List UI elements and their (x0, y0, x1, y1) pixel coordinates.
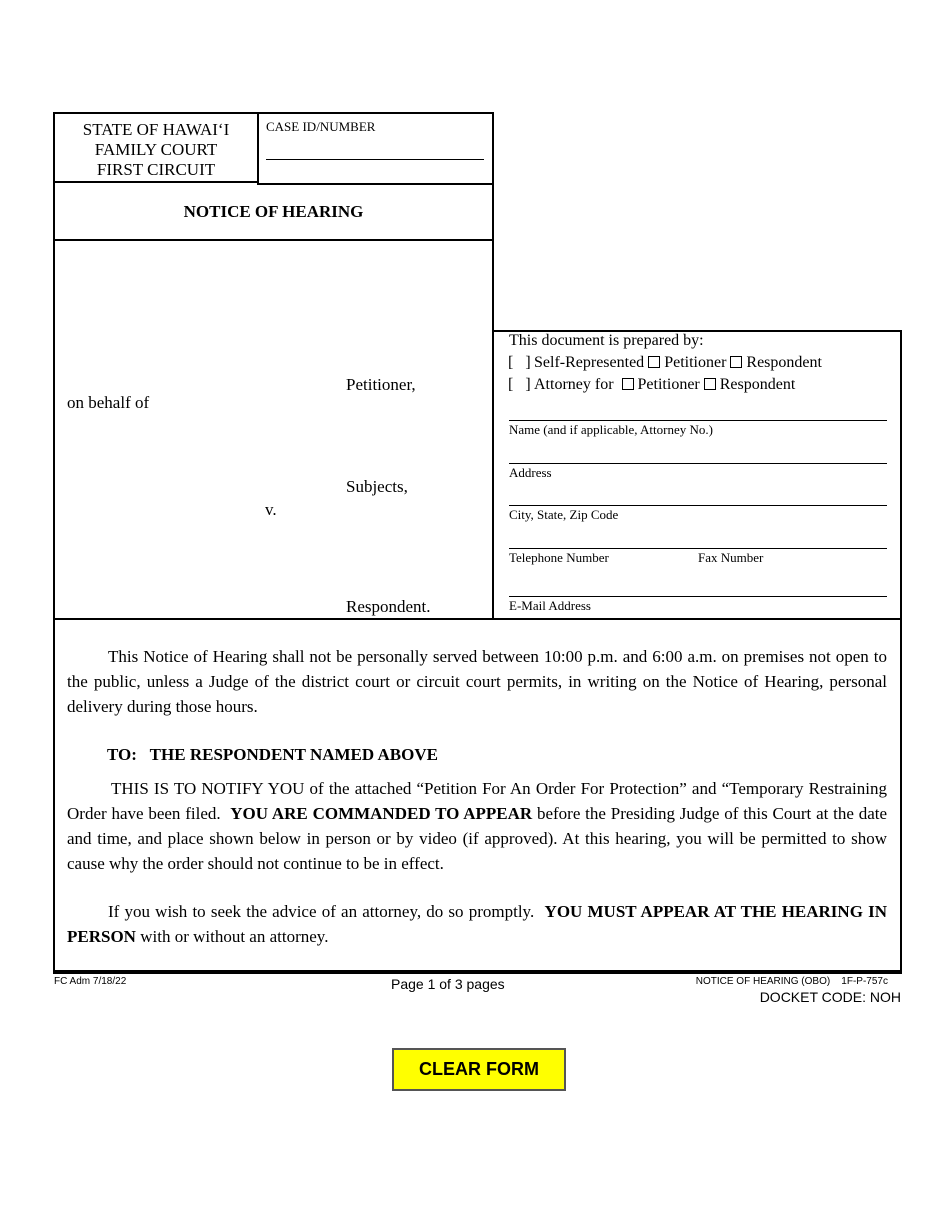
case-id-input[interactable] (266, 159, 484, 160)
court-type: FAMILY COURT (94, 140, 218, 159)
self-petitioner-checkbox[interactable] (648, 356, 660, 368)
notify-text-a: THIS IS TO NOTIFY YOU of the attached “Petition For An Order For Protection” and “Temporary Restraining Order have been filed. (67, 779, 887, 823)
document-title: NOTICE OF HEARING (53, 183, 494, 241)
notify-paragraph (67, 776, 887, 876)
address-field-line[interactable] (509, 463, 887, 464)
case-id-label: CASE ID/NUMBER (266, 119, 376, 134)
prepared-by-heading: This document is prepared by: (509, 332, 704, 349)
to-label: TO: (107, 745, 137, 764)
to-recipient: THE RESPONDENT NAMED ABOVE (149, 745, 438, 764)
form-id: FC Adm 7/18/22 (54, 976, 127, 987)
form-name: NOTICE OF HEARING (OBO) 1F-P-757c (695, 976, 888, 987)
petitioner-label: Petitioner, (346, 375, 416, 394)
self-represented-label: Self-Represented (534, 354, 645, 371)
name-field-line[interactable] (509, 420, 887, 421)
prepared-row-attorney (508, 374, 795, 396)
telephone-field-line[interactable] (509, 548, 887, 549)
attorney-bracket[interactable]: [ ] (508, 376, 531, 393)
attorney-petitioner-checkbox[interactable] (622, 378, 634, 390)
email-field-line[interactable] (509, 596, 887, 597)
address-field-label: Address (509, 465, 552, 480)
notify-command: YOU ARE COMMANDED TO APPEAR (230, 804, 533, 823)
fax-field-label: Fax Number (698, 550, 764, 565)
city-field-line[interactable] (509, 505, 887, 506)
self-represented-bracket[interactable]: [ ] (508, 354, 531, 371)
court-circuit: FIRST CIRCUIT (96, 160, 216, 179)
versus-label: v. (265, 500, 277, 519)
caption-left-border (53, 241, 55, 619)
self-respondent-label: Respondent (746, 354, 822, 371)
self-respondent-checkbox[interactable] (730, 356, 742, 368)
self-petitioner-label: Petitioner (664, 354, 727, 371)
page-number: Page 1 of 3 pages (391, 976, 505, 992)
on-behalf-of-label: on behalf of (67, 393, 150, 412)
advice-text-c: with or without an attorney. (140, 927, 329, 946)
attorney-advice-paragraph (67, 899, 887, 949)
city-field-label: City, State, Zip Code (509, 507, 619, 522)
prepared-row-self (508, 352, 822, 374)
attorney-petitioner-label: Petitioner (637, 376, 700, 393)
service-restriction-paragraph: This Notice of Hearing shall not be personally served between 10:00 p.m. and 6:00 a.m. on premises not open to the public, unless a Judge of the district court or circuit court permits, in writing on the Notice of Hearing, personal delivery during those hours. (67, 647, 887, 716)
notify-text-c: before the Presiding Judge of this Court at the date and time, and place shown below in person or by video (if approved). At this hearing, you will be permitted to show cause why the order should not continue to be in effect. (67, 804, 888, 873)
subjects-label: Subjects, (346, 477, 408, 496)
attorney-respondent-label: Respondent (719, 376, 796, 393)
court-name-block (53, 112, 257, 183)
case-id-block (257, 112, 494, 185)
telephone-field-label: Telephone Number (509, 550, 609, 565)
respondent-label: Respondent. (346, 597, 431, 616)
docket-code: DOCKET CODE: NOH (759, 989, 901, 1005)
name-field-label: Name (and if applicable, Attorney No.) (509, 422, 713, 437)
to-line (107, 742, 438, 767)
email-field-label: E-Mail Address (509, 598, 591, 613)
court-state: STATE OF HAWAI‘I (82, 120, 230, 139)
attorney-for-label: Attorney for (534, 376, 614, 393)
advice-text-a: If you wish to seek the advice of an attorney, do so promptly. (108, 902, 535, 921)
advice-must-appear: YOU MUST APPEAR AT THE HEARING IN PERSON (67, 902, 887, 946)
clear-form-button[interactable]: CLEAR FORM (392, 1048, 566, 1091)
attorney-respondent-checkbox[interactable] (704, 378, 716, 390)
